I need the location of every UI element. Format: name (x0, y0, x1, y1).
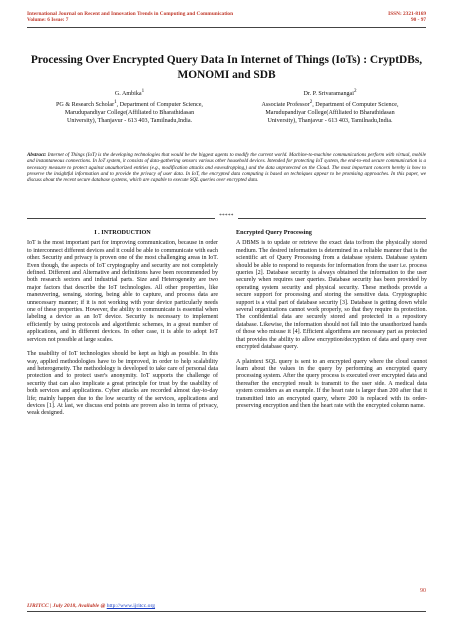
author-affil-line1: PG & Research Scholar$^1$, Department of Computer Science, (56, 98, 203, 108)
author-name: Dr. P. Srivaramangai$^2$ (303, 88, 357, 98)
abstract (27, 152, 426, 183)
left-column (27, 229, 218, 425)
author-block-1 (27, 88, 232, 126)
author-affil-line2: Marudupandiyar College(Affiliated to Bharathidasan (64, 109, 195, 116)
query-paragraph: A DBMS is to update or retrieve the exact data to/from the physically stored medium. The desired information is determined in a reliable manner that is the scientific art of Query Processing from a database system. Database system should be able to respond to requests for information from the user i.e. process queries [2]. Database security is always obtained the information to the user securely when requires user queries. Database security has been provided by operating system security and physical security. These methods provide a secure support for processing and storing the sensitive data. Cryptographic support is a vital part of database security [3]. Database is getting down while several organizations cannot work properly, so that they require its protection. The confidential data are securely stored and protected in a repository database. Likewise, the information should not fall into the unauthorized hands of those who misuse it [4]. Efficient algorithms are necessary part as protected that provides the ability to allow encryption/decryption of data and query over encrypted database query. (236, 240, 427, 351)
author-affil-line2: Marudupandiyar College(Affiliated to Bharathidasan (265, 109, 395, 116)
journal-name: International Journal on Recent and Innovation Trends in Computing and Communication (27, 11, 234, 17)
intro-paragraph: IoT is the most important part for improving communication, because in order to interconnect different devices and it could be able to communicate with each other. Security and privacy is proven one of the most challenging areas in IoT. Even though, the aspects of IoT cryptography and security are not completely defined. Different and Alternative and definitions have been recommended by both research sectors and industrial parts. Size and Heterogeneity are two major factors that describe the IoT technologies. All other properties, like maneuvering, sensing, storing, being able to capture, and process data are unnecessary manner; if it is not working with your device particularly needs one of these properties. However, the ability to communicate is essential when labeling a device as an IoT device. Security is necessary to implement efficiently by using protocols and algorithmic schemes, in a great number of applications, and in different devices. In other case, it is able to adopt IoT services not possible at large scales. (27, 240, 218, 343)
page-number: 90 (420, 588, 426, 594)
journal-header (27, 11, 426, 31)
section-separator (27, 215, 426, 221)
author-affil-line3: University), Thanjavur - 613 403, Tamilnadu,India. (66, 117, 193, 124)
separator-stars: ***** (219, 214, 234, 219)
journal-header-left (27, 11, 233, 24)
introduction-heading: I . INTRODUCTION (94, 229, 151, 236)
abstract-text: Internet of Things (IoT) is the developing technologies that would be the biggest agents to modify the current world. Machine-to-machine communications perform with virtual, mobile and instantaneous connections. In IoT system, it consists of data-gathering sensors various other household devices. Intended for protecting IoT system, the end-to-end secure communication is a necessary measure to protect against unauthorized entities (e.g., modification attacks and eavesdropping,) and the data unprotected on the Cloud. The most important concern hereby is how to preserve the insightful information and to provide the privacy of user data. In IoT, the encrypted data computing is based on techniques appear to be promising approaches. In this paper, we discuss about the recent secure database systems, which are capable to execute SQL queries over encrypted data. (27, 152, 426, 184)
intro-paragraph: The usability of IoT technologies should be kept as high as possible. In this way, applied methodologies have to be improved, in order to help scalability and heterogeneity. The methodology is developed to take care of personal data protection and to protect user's anonymity. IoT supports the challenge of security that can also implicate a great principle for trust by the usability of both services and applications. Cyber attacks are recorded almost day-to-day life; mainly happen due to the low security of the services, applications and devices [1]. At last, we discuss end points are proven also in terms of privacy, weak designed. (27, 351, 218, 417)
footer (27, 603, 155, 609)
volume-issue: Volume: 6 Issue: 7 (27, 17, 69, 24)
issn: ISSN: 2321-8169 (388, 11, 426, 17)
abstract-label: Abstract: (27, 152, 47, 158)
author-affil-line1: Associate Professor$^2$, Department of Computer Science, (261, 98, 399, 108)
author-sup: 2 (353, 88, 357, 94)
encrypted-query-heading: Encrypted Query Processing (236, 229, 312, 236)
paper-title: Processing Over Encrypted Query Data In Internet of Things (IoTs) : CryptDBs, MONOMI and SDB (30, 54, 423, 81)
author-name: G. Ambika$^1$ (114, 88, 145, 98)
author-sup: 1 (141, 88, 145, 94)
journal-header-right (388, 11, 426, 24)
separator-line-right (238, 218, 426, 219)
query-paragraph: A plaintext SQL query is sent to an encrypted query where the cloud cannot learn about the values in the query by performing an encrypted query processing system. After the query process is executed over encrypted data and thereafter the encrypted result is transmit to the user side. A medical data system considers as an example. If the heart rate is larger than 200 after that it transmitted into an encrypted query, where 200 is replaced with its order-preserving encryption and then the heart rate with the encrypted column name. (236, 358, 427, 409)
page-range: 90 - 97 (410, 17, 426, 24)
header-rule (27, 27, 426, 28)
author-affil-line3: University), Thanjavur - 613 403, Tamilnadu,India. (267, 117, 393, 124)
footer-text: IJRITCC | July 2018, Available @ (27, 603, 107, 609)
journal-link[interactable]: http://www.ijritcc.org (106, 603, 156, 609)
author-block-2 (230, 88, 430, 126)
right-column (236, 229, 427, 417)
footer-rule (27, 611, 426, 612)
